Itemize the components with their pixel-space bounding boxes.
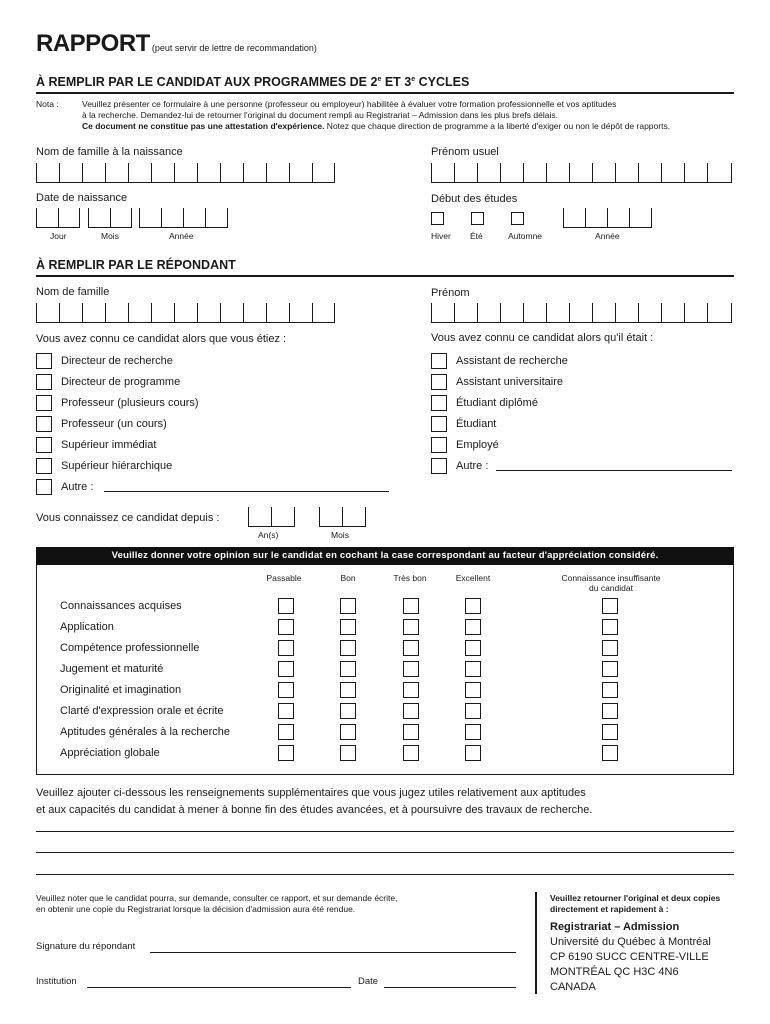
rating-checkbox[interactable]: [602, 682, 618, 698]
automne-label: Automne: [508, 231, 543, 241]
rating-checkbox[interactable]: [340, 682, 356, 698]
nom-famille-label: Nom de famille: [36, 286, 110, 298]
nom-famille-naissance-field[interactable]: [36, 163, 335, 183]
section-candidat-heading: À REMPLIR PAR LE CANDIDAT AUX PROGRAMMES DE 2e ET 3e CYCLES: [36, 75, 470, 89]
rating-checkbox[interactable]: [465, 745, 481, 761]
automne-checkbox[interactable]: [511, 212, 524, 225]
etiez-option-label: Directeur de programme: [61, 376, 181, 388]
hiver-checkbox[interactable]: [431, 212, 444, 225]
rating-checkbox[interactable]: [340, 598, 356, 614]
comments-line-1: Veuillez ajouter ci-dessous les renseignements supplémentaires que vous jugez utiles relativement aux aptitudes: [36, 787, 586, 799]
etait-option-checkbox[interactable]: [431, 353, 447, 369]
rating-checkbox[interactable]: [278, 703, 294, 719]
date-line[interactable]: [384, 987, 516, 988]
rating-checkbox[interactable]: [602, 703, 618, 719]
evaluation-row-label: Jugement et maturité: [60, 663, 164, 675]
etait-option-label: Autre :: [456, 460, 489, 472]
evaluation-row-label: Compétence professionnelle: [60, 642, 200, 654]
annee-label: Année: [169, 231, 194, 241]
rating-checkbox[interactable]: [602, 619, 618, 635]
rating-checkbox[interactable]: [403, 661, 419, 677]
rating-checkbox[interactable]: [602, 640, 618, 656]
ans-field[interactable]: [248, 507, 295, 527]
etait-option-label: Assistant universitaire: [456, 376, 563, 388]
rating-checkbox[interactable]: [602, 724, 618, 740]
return-address: [550, 920, 711, 995]
col-insuff-2: du candidat: [589, 583, 633, 593]
rating-checkbox[interactable]: [403, 640, 419, 656]
etiez-option-checkbox[interactable]: [36, 458, 52, 474]
debut-annee-label: Année: [595, 231, 620, 241]
institution-label: Institution: [36, 976, 77, 987]
rating-checkbox[interactable]: [340, 619, 356, 635]
rating-checkbox[interactable]: [278, 619, 294, 635]
etait-option-checkbox[interactable]: [431, 374, 447, 390]
rating-checkbox[interactable]: [465, 598, 481, 614]
nota-text: [82, 99, 732, 132]
rating-checkbox[interactable]: [403, 619, 419, 635]
nota-line-1: Veuillez présenter ce formulaire à une personne (professeur ou employeur) habilitée à évaluer votre formation professionnelle et vos aptitudes: [82, 99, 617, 109]
title-text: RAPPORT: [36, 30, 150, 57]
debut-etudes-label: Début des études: [431, 193, 518, 205]
etait-label: Vous avez connu ce candidat alors qu'il était :: [431, 332, 654, 344]
etait-option-label: Étudiant: [456, 418, 497, 430]
return-line-1: Veuillez retourner l'original et deux copies: [550, 893, 721, 903]
mois-depuis-field[interactable]: [319, 507, 366, 527]
evaluation-row-label: Appréciation globale: [60, 747, 160, 759]
section-rule: [36, 92, 734, 94]
nota-rest: Notez que chaque direction de programme a la liberté d'exiger ou non le dépôt de rapports.: [324, 121, 671, 131]
rating-checkbox[interactable]: [403, 724, 419, 740]
ete-checkbox[interactable]: [471, 212, 484, 225]
etait-option-label: Employé: [456, 439, 499, 451]
rating-checkbox[interactable]: [602, 661, 618, 677]
etiez-autre-line[interactable]: [104, 491, 389, 492]
mois-field[interactable]: [88, 208, 132, 228]
nota-line-3: [82, 121, 732, 132]
prenom-usuel-field[interactable]: [431, 163, 732, 183]
evaluation-banner: Veuillez donner votre opinion sur le candidat en cochant la case correspondant au facteur d'appréciation considéré.: [36, 547, 734, 565]
etait-option-checkbox[interactable]: [431, 395, 447, 411]
footer-note-2: en obtenir une copie du Registrariat lorsque la décision d'admission aura été rendue.: [36, 904, 356, 914]
section-repondant-heading: À REMPLIR PAR LE RÉPONDANT: [36, 258, 236, 272]
address-line-4: CANADA: [550, 981, 596, 993]
evaluation-row-label: Connaissances acquises: [60, 600, 182, 612]
etiez-option-checkbox[interactable]: [36, 437, 52, 453]
rating-checkbox[interactable]: [340, 703, 356, 719]
date-naissance-label: Date de naissance: [36, 192, 128, 204]
rating-checkbox[interactable]: [403, 745, 419, 761]
nom-famille-naissance-label: Nom de famille à la naissance: [36, 146, 183, 158]
rating-checkbox[interactable]: [403, 598, 419, 614]
etiez-option-label: Supérieur hiérarchique: [61, 460, 173, 472]
rating-checkbox[interactable]: [278, 724, 294, 740]
col-insuffisante: [536, 573, 686, 593]
rating-checkbox[interactable]: [340, 661, 356, 677]
etait-autre-line[interactable]: [496, 470, 732, 471]
hiver-label: Hiver: [431, 231, 451, 241]
signature-line[interactable]: [150, 952, 516, 953]
ans-label: An(s): [258, 530, 279, 540]
nom-famille-field[interactable]: [36, 303, 335, 323]
ete-label: Été: [470, 231, 483, 241]
rating-checkbox[interactable]: [465, 703, 481, 719]
return-instructions: [550, 893, 720, 915]
prenom-label: Prénom: [431, 287, 470, 299]
address-line-1: Université du Québec à Montréal: [550, 936, 711, 948]
col-insuff-1: Connaissance insuffisante: [561, 573, 661, 583]
etait-option-checkbox[interactable]: [431, 416, 447, 432]
nota-line-2: à la recherche. Demandez-lui de retourner l'original du document rempli au Registrariat – Admission dans les plus brefs délais.: [82, 110, 558, 120]
rating-checkbox[interactable]: [278, 640, 294, 656]
etait-option-label: Assistant de recherche: [456, 355, 568, 367]
etiez-option-label: Professeur (plusieurs cours): [61, 397, 199, 409]
etiez-option-label: Directeur de recherche: [61, 355, 173, 367]
evaluation-row-label: Originalité et imagination: [60, 684, 182, 696]
etait-option-label: Étudiant diplômé: [456, 397, 538, 409]
rating-checkbox[interactable]: [465, 724, 481, 740]
rating-checkbox[interactable]: [403, 682, 419, 698]
col-bon: Bon: [340, 573, 356, 583]
etiez-option-checkbox[interactable]: [36, 374, 52, 390]
col-passable: Passable: [266, 573, 302, 583]
page-title: [36, 30, 317, 58]
comments-instructions: [36, 785, 592, 819]
etiez-option-checkbox[interactable]: [36, 395, 52, 411]
etait-option-checkbox[interactable]: [431, 437, 447, 453]
prenom-field[interactable]: [431, 303, 732, 323]
comment-line-1[interactable]: [36, 831, 734, 832]
jour-field[interactable]: [36, 208, 80, 228]
rating-checkbox[interactable]: [602, 745, 618, 761]
rating-checkbox[interactable]: [403, 703, 419, 719]
evaluation-row-label: Aptitudes générales à la recherche: [60, 726, 230, 738]
rating-checkbox[interactable]: [602, 598, 618, 614]
etiez-option-checkbox[interactable]: [36, 353, 52, 369]
footer-note-1: Veuillez noter que le candidat pourra, sur demande, consulter ce rapport, et sur demande écrite,: [36, 893, 398, 903]
annee-field[interactable]: [139, 208, 228, 228]
rating-checkbox[interactable]: [465, 682, 481, 698]
signature-label: Signature du répondant: [36, 941, 136, 952]
comments-line-2: et aux capacités du candidat à mener à bonne fin des études avancées, et à poursuivre des travaux de recherche.: [36, 804, 593, 816]
mois-label: Mois: [101, 231, 119, 241]
comment-line-2[interactable]: [36, 852, 734, 853]
address-line-2: CP 6190 SUCC CENTRE-VILLE: [550, 951, 709, 963]
mois-depuis-label: Mois: [331, 530, 349, 540]
col-excellent: Excellent: [455, 573, 491, 583]
footer-note: [36, 893, 397, 915]
rating-checkbox[interactable]: [340, 640, 356, 656]
nota-label: Nota :: [36, 99, 59, 109]
prenom-usuel-label: Prénom usuel: [431, 146, 499, 158]
rating-checkbox[interactable]: [278, 745, 294, 761]
rating-checkbox[interactable]: [465, 619, 481, 635]
jour-label: Jour: [50, 231, 67, 241]
title-subtitle: (peut servir de lettre de recommandation): [151, 43, 317, 53]
rating-checkbox[interactable]: [278, 682, 294, 698]
section-rule-2: [36, 275, 734, 277]
nota-bold: Ce document ne constitue pas une attestation d'expérience.: [82, 121, 325, 131]
rating-checkbox[interactable]: [465, 661, 481, 677]
etiez-option-checkbox[interactable]: [36, 479, 52, 495]
return-line-2: directement et rapidement à :: [550, 904, 669, 914]
date-label: Date: [358, 976, 379, 987]
rating-checkbox[interactable]: [278, 598, 294, 614]
rating-checkbox[interactable]: [465, 640, 481, 656]
depuis-label: Vous connaissez ce candidat depuis :: [36, 512, 220, 524]
rating-checkbox[interactable]: [278, 661, 294, 677]
etiez-label: Vous avez connu ce candidat alors que vous étiez :: [36, 333, 287, 345]
etiez-option-label: Supérieur immédiat: [61, 439, 157, 451]
evaluation-row-label: Application: [60, 621, 114, 633]
rating-checkbox[interactable]: [340, 745, 356, 761]
etiez-option-label: Autre :: [61, 481, 94, 493]
footer-divider: [535, 892, 537, 994]
debut-annee-field[interactable]: [563, 208, 652, 228]
etiez-option-label: Professeur (un cours): [61, 418, 167, 430]
etiez-option-checkbox[interactable]: [36, 416, 52, 432]
address-registrariat: Registrariat – Admission: [550, 921, 680, 933]
etait-option-checkbox[interactable]: [431, 458, 447, 474]
comment-line-3[interactable]: [36, 874, 734, 875]
evaluation-row-label: Clarté d'expression orale et écrite: [60, 705, 224, 717]
col-tres-bon: Très bon: [393, 573, 427, 583]
address-line-3: MONTRÉAL QC H3C 4N6: [550, 966, 679, 978]
institution-line[interactable]: [87, 987, 351, 988]
rating-checkbox[interactable]: [340, 724, 356, 740]
